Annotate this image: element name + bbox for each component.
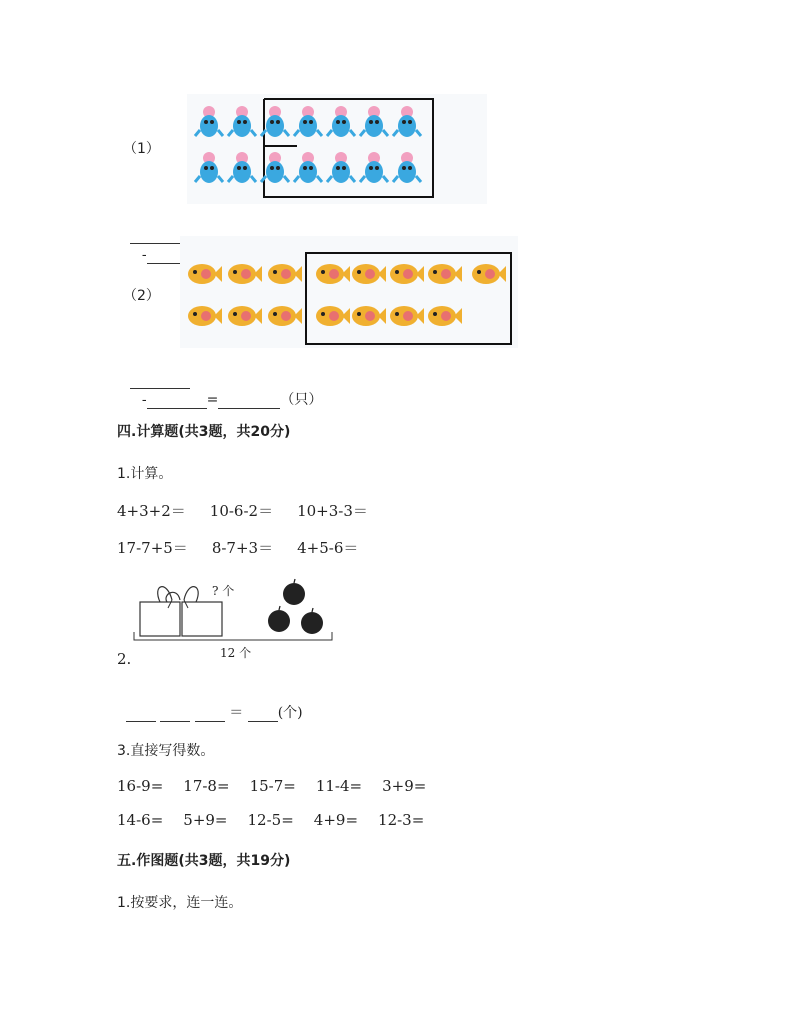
- fish-icon: [268, 264, 302, 284]
- bird-icon: [294, 106, 322, 137]
- unit-label: (个): [277, 705, 303, 721]
- q3-row-1: [117, 777, 450, 795]
- bird-icon: [327, 152, 355, 183]
- blank-result[interactable]: [218, 394, 280, 409]
- question-mark-label: ? 个: [212, 584, 235, 598]
- expression: 4+9=: [313, 811, 359, 829]
- q1-label: 1.计算。: [117, 466, 173, 482]
- fish-icon: [228, 264, 262, 284]
- minus-sign: -: [141, 392, 147, 408]
- expression: 17-8=: [183, 777, 230, 795]
- fish-icon: [428, 264, 462, 284]
- expression: 3+9=: [382, 777, 427, 795]
- expression: 16-9=: [117, 777, 164, 795]
- fish-icon: [472, 264, 506, 284]
- problem-2-index: （2）: [123, 288, 160, 304]
- problem-2-equation: [121, 357, 322, 409]
- birds-figure: [187, 94, 487, 204]
- bird-icon: [360, 106, 388, 137]
- expression: 11-4=: [315, 777, 363, 795]
- fish-picture: [180, 236, 518, 348]
- expression: 14-6=: [117, 811, 164, 829]
- bird-icon: [393, 106, 421, 137]
- fish-icon: [268, 306, 302, 326]
- expression: 8-7+3＝: [211, 539, 274, 557]
- fish-icon: [188, 306, 222, 326]
- expression: 15-7=: [249, 777, 296, 795]
- blank-2[interactable]: [160, 707, 190, 722]
- gift-box-left: [140, 602, 180, 636]
- q2-label: 2.: [117, 650, 132, 668]
- bird-icon: [327, 106, 355, 137]
- blank-3[interactable]: [195, 707, 225, 722]
- blank-answer[interactable]: [248, 707, 278, 722]
- apples: [268, 583, 323, 634]
- section-4-title: 四.计算题(共3题，共20分): [117, 424, 291, 440]
- expression: 12-3=: [378, 811, 425, 829]
- bird-icon: [393, 152, 421, 183]
- fish-icon: [316, 264, 350, 284]
- fish-icon: [390, 306, 424, 326]
- fish-icon: [316, 306, 350, 326]
- expression: 12-5=: [247, 811, 294, 829]
- q2-equation: [117, 686, 303, 722]
- bird-icon: [261, 106, 289, 137]
- equals-sign: ＝: [229, 705, 244, 721]
- expression: 5+9=: [183, 811, 228, 829]
- q3-row-2: [117, 811, 448, 829]
- bird-icon: [228, 152, 256, 183]
- bird-icon: [360, 152, 388, 183]
- bow: [158, 587, 199, 602]
- blank-1[interactable]: [126, 707, 156, 722]
- fish-icon: [188, 264, 222, 284]
- q3-label: 3.直接写得数。: [117, 743, 215, 759]
- unit-label: （只）: [280, 392, 323, 408]
- section-5-title: 五.作图题(共3题，共19分): [117, 853, 291, 869]
- total-label: 12 个: [220, 646, 252, 660]
- blank-minuend[interactable]: [130, 374, 190, 389]
- bird-icon: [261, 152, 289, 183]
- fish-icon: [352, 264, 386, 284]
- expression: 4+3+2＝: [117, 502, 186, 520]
- fish-icon: [228, 306, 262, 326]
- q1-row-1: [117, 500, 392, 521]
- q1-row-2: [117, 537, 382, 558]
- bird-icon: [195, 106, 223, 137]
- fish-icon: [390, 264, 424, 284]
- blank-subtrahend[interactable]: [147, 394, 207, 409]
- expression: 10-6-2＝: [209, 502, 274, 520]
- bird-icon: [195, 152, 223, 183]
- expression: 17-7+5＝: [117, 539, 188, 557]
- expression: 4+5-6＝: [297, 539, 359, 557]
- bird-icon: [228, 106, 256, 137]
- section-5-q1-label: 1.按要求，连一连。: [117, 895, 243, 911]
- expression: 10+3-3＝: [297, 502, 368, 520]
- minus-sign: -: [141, 247, 147, 263]
- equals-sign: =: [206, 392, 219, 408]
- fish-icon: [428, 306, 462, 326]
- bird-icon: [294, 152, 322, 183]
- problem-1-index: （1）: [123, 141, 160, 157]
- birds-picture: [187, 94, 487, 204]
- fish-icon: [352, 306, 386, 326]
- fish-figure: [180, 236, 518, 348]
- gift-apples-figure: [132, 574, 342, 664]
